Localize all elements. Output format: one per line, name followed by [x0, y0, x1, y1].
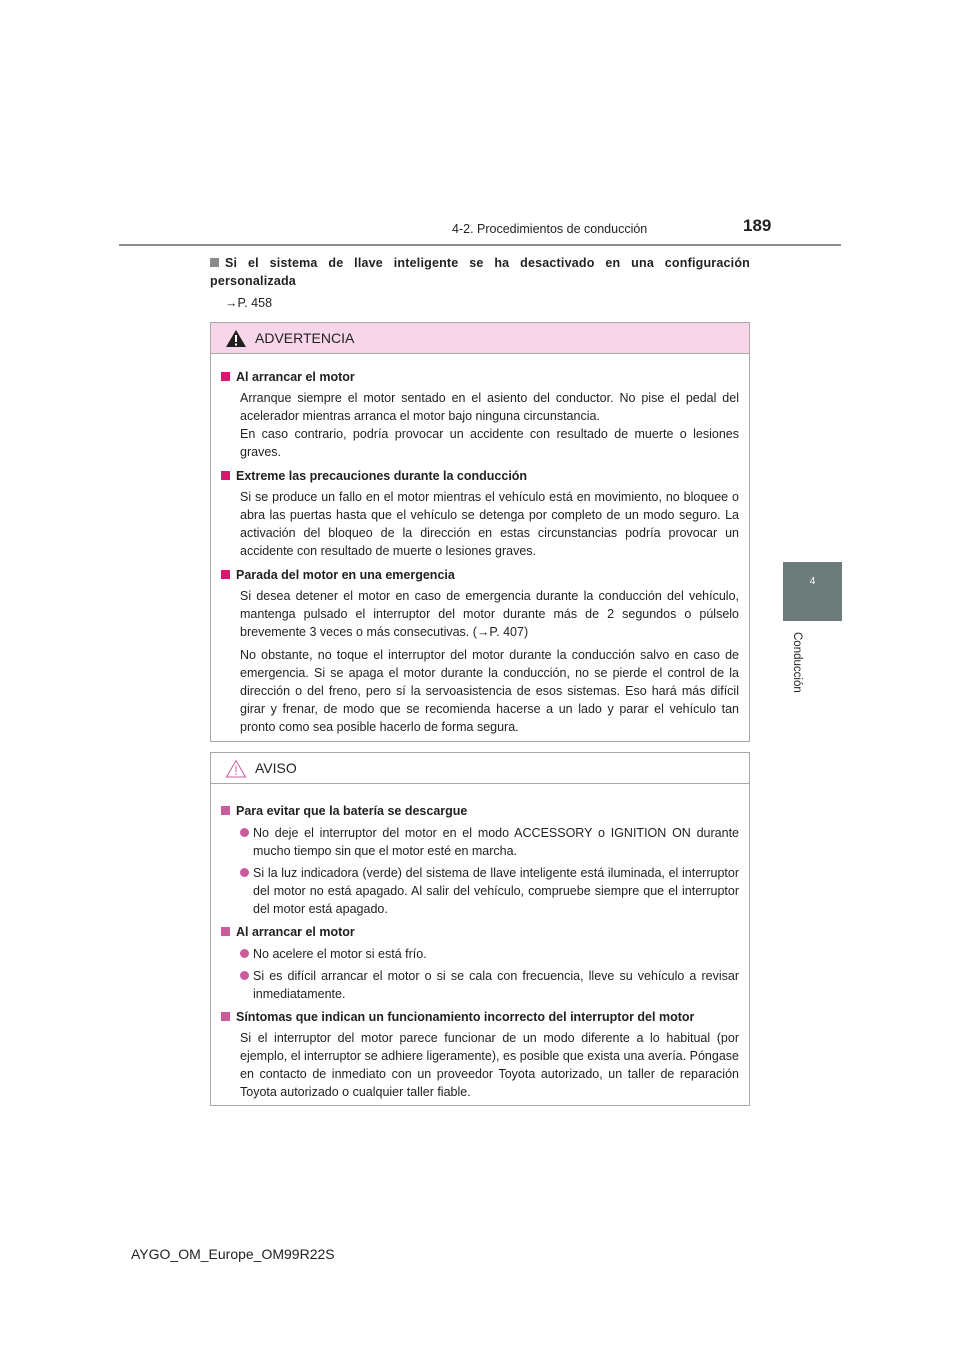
circle-bullet-icon [240, 971, 249, 980]
notice-header [211, 753, 749, 784]
chapter-tab [783, 562, 842, 621]
notice-body [211, 784, 749, 1101]
notice-bullet-text: Si la luz indicadora (verde) del sistema de llave inteligente está iluminada, el interruptor del motor no está apagado. Al salir del vehículo, compruebe siempre que el interruptor del motor está apagado. [253, 866, 739, 916]
notice-bullet [221, 967, 739, 1003]
circle-bullet-icon [240, 828, 249, 837]
square-bullet-icon [221, 570, 230, 579]
intro-title [210, 254, 750, 290]
square-bullet-icon [221, 927, 230, 936]
warning-paragraph: Si desea detener el motor en caso de emergencia durante la conducción del vehículo, mantenga pulsado el interruptor del motor durante más de 2 segundos o púlselo brevemente 3 veces o más consecutivas. (→P. 407) [240, 589, 739, 639]
intro-title-text: Si el sistema de llave inteligente se ha desactivado en una configuración personalizada [210, 256, 750, 288]
notice-box [210, 752, 750, 1106]
square-bullet-icon [221, 471, 230, 480]
notice-triangle-icon [225, 759, 247, 778]
warning-item-title [221, 566, 739, 584]
warning-item-title [221, 467, 739, 485]
warning-header [211, 323, 749, 354]
notice-bullet [221, 824, 739, 860]
warning-item-title-text: Extreme las precauciones durante la conducción [236, 469, 528, 483]
warning-body [211, 354, 749, 736]
notice-item-title [221, 802, 739, 820]
square-bullet-icon [221, 372, 230, 381]
square-bullet-icon [221, 806, 230, 815]
notice-bullet-text: No acelere el motor si está frío. [253, 947, 427, 961]
notice-bullet [221, 945, 739, 963]
warning-item-title-text: Al arrancar el motor [236, 370, 355, 384]
square-bullet-icon [221, 1012, 230, 1021]
chapter-label [789, 632, 805, 712]
warning-paragraph: Si se produce un fallo en el motor mientras el vehículo está en movimiento, no bloquee o abra las puertas hasta que el vehículo se detenga por completo de un modo seguro. La activación del bloqueo de la dirección en estas circunstancias podría provocar un accidente con resultado de muerte o lesiones graves. [240, 490, 739, 558]
intro-section [210, 254, 750, 312]
header-divider [119, 244, 841, 246]
chapter-number: 4 [809, 576, 816, 587]
warning-item-title-text: Parada del motor en una emergencia [236, 568, 455, 582]
document-code: AYGO_OM_Europe_OM99R22S [131, 1246, 335, 1262]
page-number: 189 [743, 216, 772, 235]
warning-paragraph: No obstante, no toque el interruptor del motor durante la conducción salvo en caso de emergencia. Si se apaga el motor durante la conducción, no se pierde el control de la dirección o del freno, pero sí la servoasistencia de esos sistemas. Eso hará más difícil girar y frenar, de modo que se recomienda hacerse a un lado y parar el vehículo tan pronto como sea posible hacerlo de forma segura. [240, 648, 739, 734]
notice-bullet-text: Si es difícil arrancar el motor o si se cala con frecuencia, lleve su vehículo a revisar inmediatamente. [253, 969, 739, 1001]
notice-heading: AVISO [255, 760, 297, 776]
chapter-label-text: Conducción [791, 632, 803, 693]
notice-bullet [221, 864, 739, 918]
warning-triangle-icon [225, 329, 247, 348]
notice-item-title [221, 923, 739, 941]
notice-item-title [221, 1008, 739, 1026]
circle-bullet-icon [240, 868, 249, 877]
notice-bullet-text: No deje el interruptor del motor en el modo ACCESSORY o IGNITION ON durante mucho tiempo sin que el motor esté en marcha. [253, 826, 739, 858]
square-bullet-icon [210, 258, 219, 267]
warning-heading: ADVERTENCIA [255, 330, 355, 346]
notice-item-title-text: Para evitar que la batería se descargue [236, 804, 468, 818]
warning-box [210, 322, 750, 742]
circle-bullet-icon [240, 949, 249, 958]
warning-paragraph: Arranque siempre el motor sentado en el asiento del conductor. No pise el pedal del acelerador mientras arranca el motor bajo ninguna circunstancia. [240, 391, 739, 423]
notice-item-title-text: Síntomas que indican un funcionamiento incorrecto del interruptor del motor [236, 1010, 695, 1024]
notice-paragraph: Si el interruptor del motor parece funcionar de un modo diferente a lo habitual (por ejemplo, el interruptor se adhiere ligeramente), es posible que exista una avería. Póngase en contacto de inmediato con un proveedor Toyota autorizado, un taller de reparación Toyota autorizado o cualquier taller fiable. [240, 1031, 739, 1099]
warning-paragraph: En caso contrario, podría provocar un accidente con resultado de muerte o lesiones graves. [240, 427, 739, 459]
section-title: 4-2. Procedimientos de conducción [452, 222, 648, 236]
warning-item-title [221, 368, 739, 386]
page-reference: →P. 458 [225, 296, 273, 310]
notice-item-title-text: Al arrancar el motor [236, 925, 355, 939]
